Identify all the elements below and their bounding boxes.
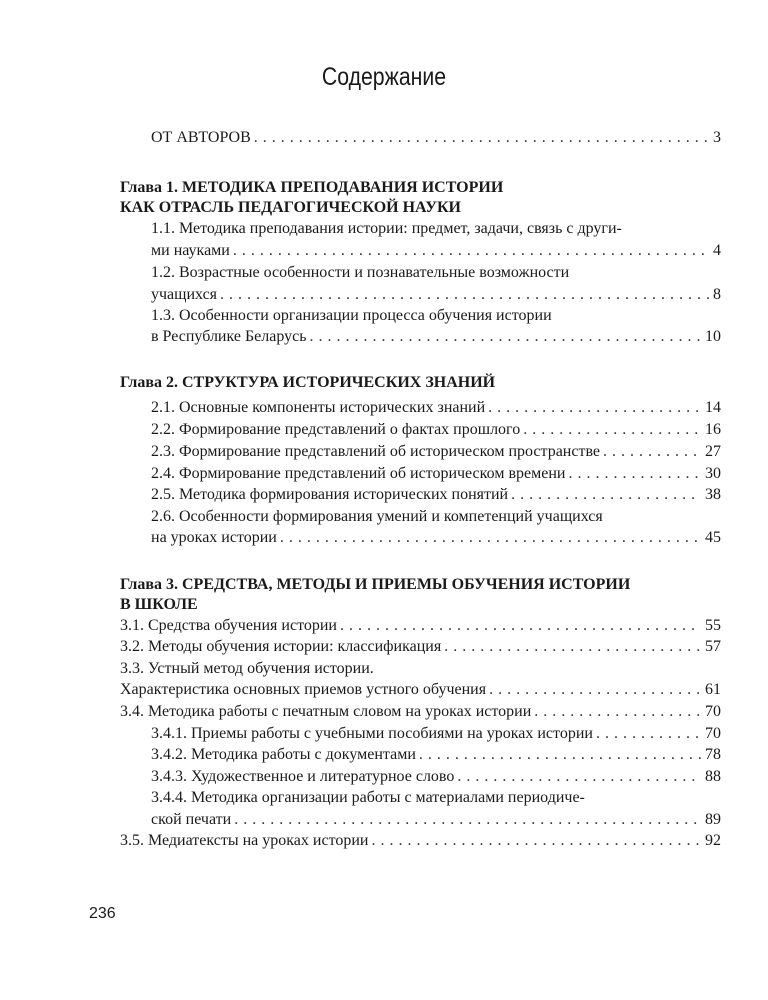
- toc-page-number: 4: [713, 242, 721, 259]
- toc-page-number: 38: [705, 486, 721, 503]
- toc-entry-3-1[interactable]: [120, 616, 721, 636]
- toc-page-number: 57: [705, 638, 721, 655]
- chapter-3-title-line1: Глава 3. СРЕДСТВА, МЕТОДЫ И ПРИЕМЫ ОБУЧЕНИЯ ИСТОРИИ: [120, 576, 631, 593]
- toc-entry-text: 3.4. Методика работы с печатным словом на уроках истории: [120, 703, 532, 720]
- toc-page-number: 30: [705, 465, 721, 482]
- toc-page-number: 78: [705, 746, 721, 763]
- toc-entry-2-6[interactable]: [151, 528, 721, 548]
- dot-leader: [596, 724, 701, 744]
- toc-entry-3-4-1[interactable]: [151, 724, 721, 744]
- toc-page-number: 27: [705, 443, 721, 460]
- toc-entry-text: 2.4. Формирование представлений об историческом времени: [151, 465, 566, 482]
- toc-entry-3-4-3[interactable]: [151, 767, 721, 787]
- chapter-3-heading: [120, 575, 630, 615]
- dot-leader: [233, 241, 709, 261]
- toc-entry-text: 3.1. Средства обучения истории: [120, 617, 337, 634]
- page-number: 236: [89, 905, 116, 922]
- dot-leader: [489, 680, 701, 700]
- dot-leader: [310, 327, 701, 347]
- toc-entry-text: 2.5. Методика формирования исторических понятий: [151, 486, 509, 503]
- toc-entry-1-3-line1: 1.3. Особенности организации процесса обучения истории: [151, 307, 552, 324]
- toc-entry-text: 3.2. Методы обучения истории: классификация: [120, 638, 442, 655]
- dot-leader: [280, 528, 701, 548]
- toc-entry-2-4[interactable]: [151, 464, 721, 484]
- dot-leader: [511, 485, 701, 505]
- toc-entry-text: Характеристика основных приемов устного обучения: [120, 681, 487, 698]
- toc-entry-1-3[interactable]: [151, 327, 721, 347]
- toc-entry-2-1[interactable]: [151, 398, 721, 418]
- dot-leader: [523, 420, 701, 440]
- toc-entry-1-1-line1: 1.1. Методика преподавания истории: предмет, задачи, связь с други-: [151, 220, 622, 237]
- toc-entry-3-2[interactable]: [120, 637, 721, 657]
- toc-page-number: 92: [705, 832, 721, 849]
- toc-entry-text: 2.3. Формирование представлений об историческом пространстве: [151, 443, 601, 460]
- dot-leader: [444, 637, 701, 657]
- page-title: Содержание: [321, 63, 447, 91]
- toc-entry-text: 3.4.3. Художественное и литературное слово: [151, 768, 455, 785]
- chapter-1-heading: [120, 178, 503, 218]
- toc-entry-text: 3.4.2. Методика работы с документами: [151, 746, 416, 763]
- dot-leader: [568, 464, 701, 484]
- toc-entry-1-2-line1: 1.2. Возрастные особенности и познавательные возможности: [151, 264, 570, 281]
- chapter-3-title-line2: В ШКОЛЕ: [120, 596, 198, 613]
- toc-entry-text: на уроках истории: [151, 529, 277, 546]
- toc-entry-text: в Республике Беларусь: [151, 328, 307, 345]
- toc-entry-1-2[interactable]: [151, 285, 721, 305]
- toc-entry-3-4-4-line1: 3.4.4. Методика организации работы с материалами периодиче-: [151, 789, 585, 806]
- dot-leader: [603, 442, 701, 462]
- dot-leader: [220, 285, 709, 305]
- toc-page-number: 45: [705, 529, 721, 546]
- dot-leader: [340, 616, 701, 636]
- toc-entry-3-4-2[interactable]: [151, 745, 721, 765]
- dot-leader: [234, 810, 701, 830]
- toc-page-number: 70: [705, 703, 721, 720]
- toc-entry-text: 3.5. Медиатексты на уроках истории: [120, 832, 369, 849]
- dot-leader: [419, 745, 701, 765]
- toc-page-number: 8: [713, 286, 721, 303]
- chapter-1-title-line2: КАК ОТРАСЛЬ ПЕДАГОГИЧЕСКОЙ НАУКИ: [120, 199, 461, 216]
- toc-page-number: 55: [705, 617, 721, 634]
- toc-entry-1-1[interactable]: [151, 241, 721, 261]
- toc-entry-3-3-line1: 3.3. Устный метод обучения истории.: [120, 660, 374, 677]
- toc-entry-2-6-line1: 2.6. Особенности формирования умений и компетенций учащихся: [151, 508, 603, 525]
- toc-page-number: 16: [705, 421, 721, 438]
- dot-leader: [371, 831, 701, 851]
- chapter-1-title-line1: Глава 1. МЕТОДИКА ПРЕПОДАВАНИЯ ИСТОРИИ: [120, 179, 504, 196]
- toc-page-number: 88: [705, 768, 721, 785]
- toc-entry-text: 3.4.1. Приемы работы с учебными пособиями на уроках истории: [151, 725, 593, 742]
- toc-entry-text: учащихся: [151, 286, 218, 303]
- dot-leader: [534, 702, 701, 722]
- toc-page-number: 10: [705, 328, 721, 345]
- dot-leader: [254, 128, 709, 148]
- toc-page-number: 89: [705, 811, 721, 828]
- toc-page-number: 61: [705, 681, 721, 698]
- toc-entry-2-2[interactable]: [151, 420, 721, 440]
- chapter-2-heading: [120, 373, 495, 393]
- toc-page-number: 70: [705, 725, 721, 742]
- toc-page-number: 14: [705, 399, 721, 416]
- chapter-2-title-line1: Глава 2. СТРУКТУРА ИСТОРИЧЕСКИХ ЗНАНИЙ: [120, 374, 496, 391]
- toc-entry-2-5[interactable]: [151, 485, 721, 505]
- toc-entry-2-3[interactable]: [151, 442, 721, 462]
- toc-entry-text: ми науками: [151, 242, 230, 259]
- toc-entry-3-4[interactable]: [120, 702, 721, 722]
- toc-entry-text: 2.2. Формирование представлений о фактах прошлого: [151, 421, 521, 438]
- toc-entry-3-3[interactable]: [120, 680, 721, 700]
- toc-entry-text: ОТ АВТОРОВ: [151, 129, 251, 146]
- toc-entry-text: 2.1. Основные компоненты исторических знаний: [151, 399, 486, 416]
- dot-leader: [457, 767, 701, 787]
- dot-leader: [488, 398, 701, 418]
- toc-entry-intro[interactable]: [151, 128, 721, 148]
- toc-entry-3-5[interactable]: [120, 831, 721, 851]
- toc-entry-text: ской печати: [151, 811, 232, 828]
- toc-entry-3-4-4[interactable]: [151, 810, 721, 830]
- toc-page-number: 3: [713, 129, 721, 146]
